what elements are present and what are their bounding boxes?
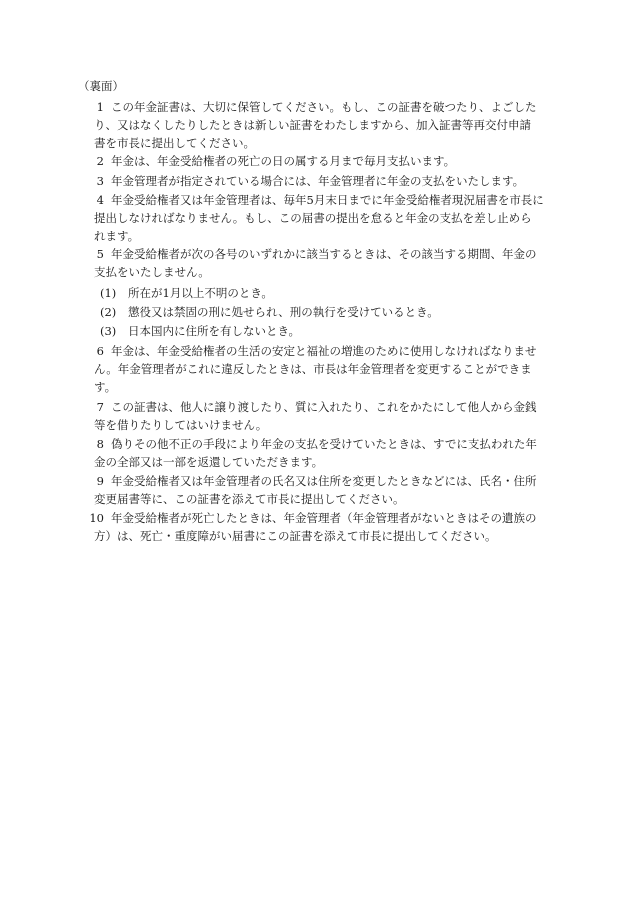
item-text: この証書は、他人に譲り渡したり、質に入れたり、これをかたにして他人から金銭 <box>111 400 537 414</box>
list-item-4 <box>78 191 556 245</box>
list-item-3 <box>78 172 556 190</box>
item-text: 年金管理者が指定されている場合には、年金管理者に年金の支払をいたします。 <box>111 174 525 188</box>
item-text: 年金受給権者が次の各号のいずれかに該当するときは、その該当する期間、年金の <box>111 247 537 261</box>
item-number: 3 <box>96 174 104 188</box>
item-line: 金の全部又は一部を返還していただきます。 <box>94 455 324 469</box>
sub-item-number: (3) <box>100 324 117 338</box>
item-line <box>78 435 556 453</box>
sub-item-number: (2) <box>100 305 117 319</box>
list-item-7 <box>78 398 556 434</box>
item-line <box>78 342 556 360</box>
list-item-6 <box>78 342 556 396</box>
item-number: 7 <box>96 400 104 414</box>
item-number: 4 <box>96 193 104 207</box>
list-item-1 <box>78 98 556 152</box>
item-line <box>78 509 556 527</box>
sub-item-text: 日本国内に住所を有しないとき。 <box>128 324 301 338</box>
item-line: 書を市長に提出してください。 <box>94 136 255 150</box>
item-number: 2 <box>96 154 104 168</box>
item-number: 8 <box>96 437 104 451</box>
sub-item-3 <box>100 322 300 340</box>
item-line <box>78 245 556 263</box>
item-text: 偽りその他不正の手段により年金の支払を受けていたときは、すでに支払われた年 <box>111 437 537 451</box>
item-line: 方）は、死亡・重度障がい届書にこの証書を添えて市長に提出してください。 <box>94 529 497 543</box>
item-line <box>78 152 556 170</box>
item-line: す。 <box>94 380 117 394</box>
item-line <box>78 98 556 116</box>
item-line: ん。年金管理者がこれに違反したときは、市長は年金管理者を変更することができま <box>94 362 532 376</box>
item-number: 9 <box>96 474 104 488</box>
item-number: 6 <box>96 344 104 358</box>
list-item-10 <box>78 509 556 545</box>
item-line: 支払をいたしません。 <box>94 265 210 279</box>
item-number: 10 <box>89 511 104 525</box>
item-text: 年金は、年金受給権者の死亡の日の属する月まで毎月支払います。 <box>111 154 456 168</box>
sub-item-2 <box>100 303 439 321</box>
item-text: 年金は、年金受給権者の生活の安定と福祉の増進のために使用しなければなりませ <box>111 344 537 358</box>
item-line: り、又はなくしたりしたときは新しい証書をわたしますから、加入証書等再交付申請 <box>94 118 531 132</box>
list-item-2 <box>78 152 556 170</box>
item-text: 年金受給権者が死亡したときは、年金管理者（年金管理者がないときはその遺族の <box>111 511 537 525</box>
item-line: れます。 <box>94 229 140 243</box>
item-line <box>78 472 556 490</box>
item-text: 年金受給権者又は年金管理者の氏名又は住所を変更したときなどには、氏名・住所 <box>111 474 537 488</box>
item-line: 変更届書等に、この証書を添えて市長に提出してください。 <box>94 492 405 506</box>
list-item-5 <box>78 245 556 281</box>
sub-item-1 <box>100 284 273 302</box>
sub-item-text: 所在が1月以上不明のとき。 <box>128 286 273 300</box>
item-line <box>78 191 556 209</box>
page-heading: （裏面） <box>78 79 124 93</box>
item-text: 年金受給権者又は年金管理者は、毎年5月末日までに年金受給権者現況届書を市長に <box>111 193 544 207</box>
item-number: 1 <box>96 100 104 114</box>
list-item-8 <box>78 435 556 471</box>
item-line <box>78 398 556 416</box>
sub-item-number: (1) <box>100 286 117 300</box>
item-line <box>78 172 556 190</box>
item-line: 提出しなければなりません。もし、この届書の提出を怠ると年金の支払を差し止めら <box>94 211 532 225</box>
sub-item-text: 懲役又は禁固の刑に処せられ、刑の執行を受けているとき。 <box>128 305 439 319</box>
item-line: 等を借りたりしてはいけません。 <box>94 418 268 432</box>
list-item-9 <box>78 472 556 508</box>
item-number: 5 <box>96 247 104 261</box>
item-text: この年金証書は、大切に保管してください。もし、この証書を破つたり、よごした <box>111 100 537 114</box>
